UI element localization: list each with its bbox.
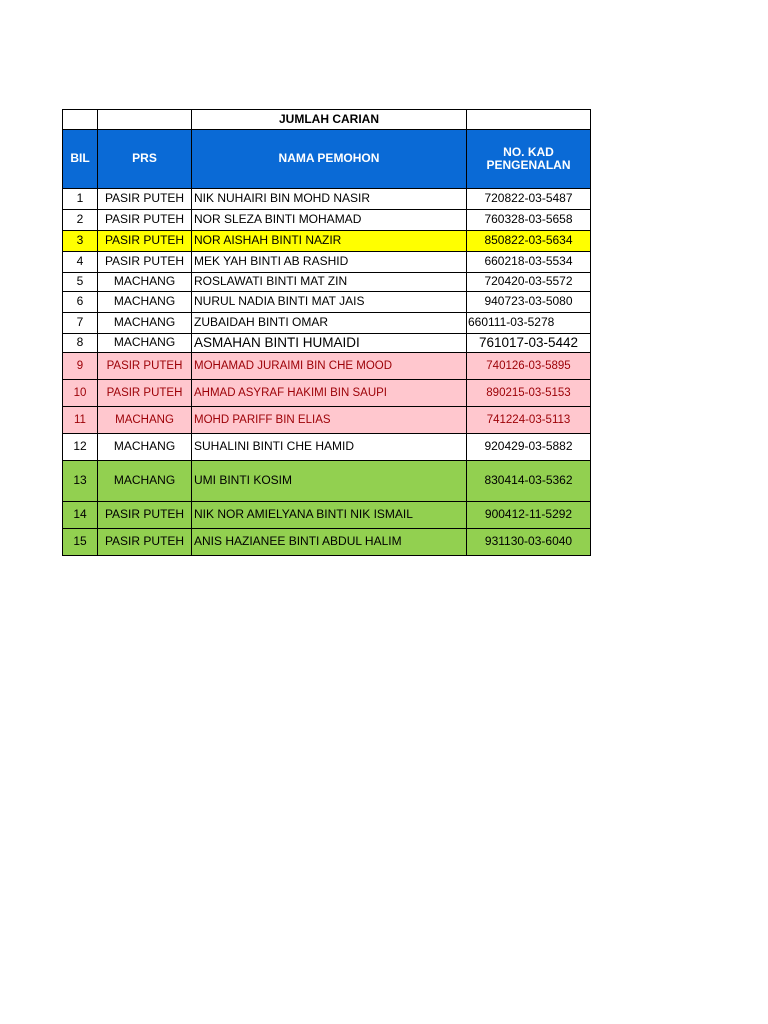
table-row (63, 189, 591, 210)
header-nama: NAMA PEMOHON (192, 130, 467, 189)
table-row (63, 313, 591, 334)
cell-prs: PASIR PUTEH (98, 380, 192, 407)
cell-kad: 720420-03-5572 (467, 273, 591, 292)
cell-prs: MACHANG (98, 292, 192, 313)
cell-bil: 6 (63, 292, 98, 313)
cell-nama: NIK NOR AMIELYANA BINTI NIK ISMAIL (192, 502, 467, 529)
cell-kad: 761017-03-5442 (467, 334, 591, 353)
cell-kad: 830414-03-5362 (467, 461, 591, 502)
table-row (63, 334, 591, 353)
results-table (62, 109, 591, 556)
table-row (63, 407, 591, 434)
cell-prs: MACHANG (98, 407, 192, 434)
table-row (63, 529, 591, 556)
table-title: JUMLAH CARIAN (192, 110, 467, 130)
cell-nama: AHMAD ASYRAF HAKIMI BIN SAUPI (192, 380, 467, 407)
header-prs: PRS (98, 130, 192, 189)
cell-prs: PASIR PUTEH (98, 502, 192, 529)
cell-bil: 7 (63, 313, 98, 334)
table-row (63, 434, 591, 461)
cell-nama: MEK YAH BINTI AB RASHID (192, 252, 467, 273)
header-bil: BIL (63, 130, 98, 189)
cell-bil: 5 (63, 273, 98, 292)
cell-nama: MOHAMAD JURAIMI BIN CHE MOOD (192, 353, 467, 380)
title-cell-empty-2 (98, 110, 192, 130)
cell-nama: NOR AISHAH BINTI NAZIR (192, 231, 467, 252)
title-cell-empty-1 (63, 110, 98, 130)
cell-nama: NIK NUHAIRI BIN MOHD NASIR (192, 189, 467, 210)
cell-bil: 1 (63, 189, 98, 210)
table-row (63, 353, 591, 380)
cell-prs: PASIR PUTEH (98, 231, 192, 252)
table-row (63, 273, 591, 292)
cell-prs: PASIR PUTEH (98, 353, 192, 380)
cell-bil: 4 (63, 252, 98, 273)
cell-kad: 720822-03-5487 (467, 189, 591, 210)
cell-prs: PASIR PUTEH (98, 252, 192, 273)
cell-nama: ASMAHAN BINTI HUMAIDI (192, 334, 467, 353)
cell-prs: MACHANG (98, 461, 192, 502)
cell-bil: 14 (63, 502, 98, 529)
cell-kad: 931130-03-6040 (467, 529, 591, 556)
cell-nama: ZUBAIDAH BINTI OMAR (192, 313, 467, 334)
table-row (63, 502, 591, 529)
cell-bil: 10 (63, 380, 98, 407)
table-row (63, 380, 591, 407)
cell-prs: MACHANG (98, 334, 192, 353)
cell-kad: 890215-03-5153 (467, 380, 591, 407)
cell-bil: 13 (63, 461, 98, 502)
cell-kad: 760328-03-5658 (467, 210, 591, 231)
table-row (63, 210, 591, 231)
cell-bil: 11 (63, 407, 98, 434)
table-row (63, 252, 591, 273)
cell-bil: 2 (63, 210, 98, 231)
table-row (63, 231, 591, 252)
cell-bil: 3 (63, 231, 98, 252)
table-row (63, 461, 591, 502)
cell-kad: 900412-11-5292 (467, 502, 591, 529)
cell-kad: 660218-03-5534 (467, 252, 591, 273)
cell-bil: 9 (63, 353, 98, 380)
cell-prs: MACHANG (98, 313, 192, 334)
cell-nama: NOR SLEZA BINTI MOHAMAD (192, 210, 467, 231)
table-row (63, 292, 591, 313)
cell-kad: 850822-03-5634 (467, 231, 591, 252)
cell-bil: 8 (63, 334, 98, 353)
cell-prs: MACHANG (98, 273, 192, 292)
cell-bil: 12 (63, 434, 98, 461)
cell-kad: 940723-03-5080 (467, 292, 591, 313)
cell-bil: 15 (63, 529, 98, 556)
cell-kad: 740126-03-5895 (467, 353, 591, 380)
cell-nama: UMI BINTI KOSIM (192, 461, 467, 502)
header-row (63, 130, 591, 189)
cell-nama: ROSLAWATI BINTI MAT ZIN (192, 273, 467, 292)
cell-kad: 741224-03-5113 (467, 407, 591, 434)
cell-prs: PASIR PUTEH (98, 529, 192, 556)
title-cell-empty-3 (467, 110, 591, 130)
cell-prs: PASIR PUTEH (98, 210, 192, 231)
cell-kad: 920429-03-5882 (467, 434, 591, 461)
cell-nama: NURUL NADIA BINTI MAT JAIS (192, 292, 467, 313)
cell-kad: 660111-03-5278 (467, 313, 591, 334)
cell-nama: SUHALINI BINTI CHE HAMID (192, 434, 467, 461)
header-kad: NO. KAD PENGENALAN (467, 130, 591, 189)
cell-prs: PASIR PUTEH (98, 189, 192, 210)
cell-nama: ANIS HAZIANEE BINTI ABDUL HALIM (192, 529, 467, 556)
title-row (63, 110, 591, 130)
cell-nama: MOHD PARIFF BIN ELIAS (192, 407, 467, 434)
cell-prs: MACHANG (98, 434, 192, 461)
